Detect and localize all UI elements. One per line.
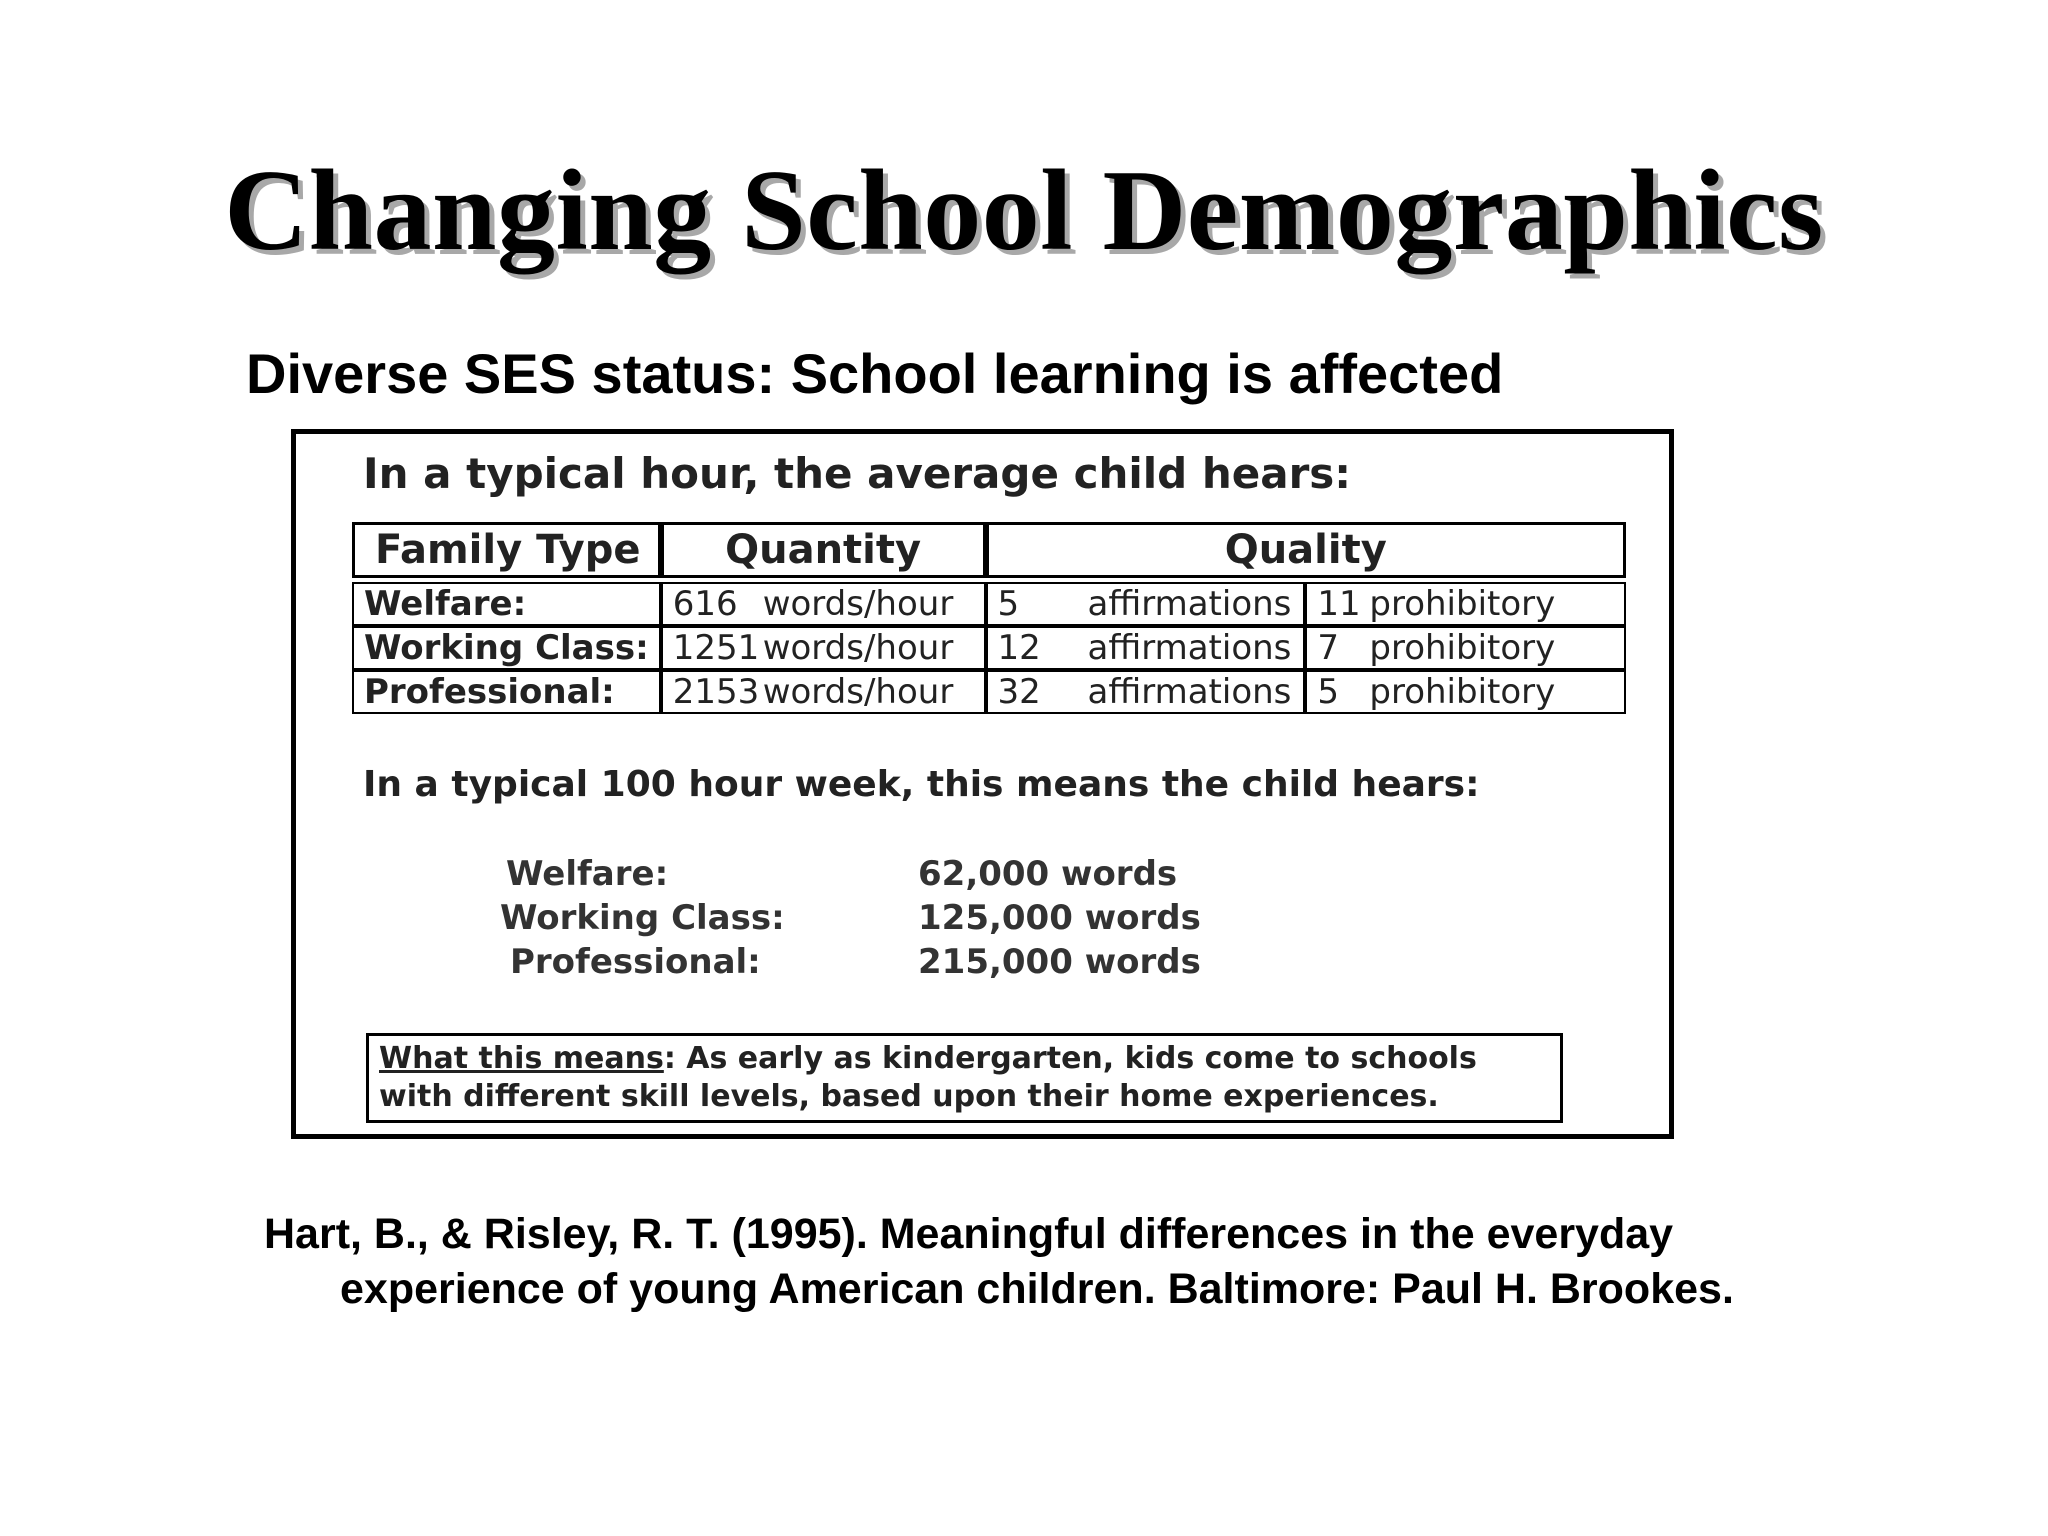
table-row — [352, 670, 1626, 714]
word-exposure-figure — [291, 429, 1674, 1139]
words-unit: words/hour — [762, 672, 954, 712]
quantity-cell — [661, 582, 986, 626]
affirmations-number: 32 — [997, 672, 1041, 712]
affirmations-number: 12 — [997, 628, 1041, 668]
words-unit: words/hour — [762, 628, 954, 668]
weekly-family-label: Working Class: — [500, 898, 785, 938]
prohibitory-cell — [1305, 626, 1626, 670]
what-this-means-box — [366, 1033, 1563, 1123]
weekly-intro: In a typical 100 hour week, this means the child hears: — [363, 764, 1480, 805]
weekly-word-count: 125,000 words — [918, 898, 1201, 938]
table-row — [352, 582, 1626, 626]
affirmations-number: 5 — [997, 584, 1020, 624]
prohibitory-number: 7 — [1317, 628, 1340, 668]
prohibitory-cell — [1305, 582, 1626, 626]
affirmations-cell — [986, 626, 1306, 670]
weekly-word-count: 62,000 words — [918, 854, 1178, 894]
slide-subtitle: Diverse SES status: School learning is affected — [246, 342, 1504, 405]
weekly-word-count: 215,000 words — [918, 942, 1201, 982]
table-row — [352, 626, 1626, 670]
affirmations-unit: affirmations — [1087, 672, 1292, 712]
header-family-type: Family Type — [352, 522, 661, 578]
prohibitory-unit: prohibitory — [1369, 584, 1556, 624]
weekly-family-label: Welfare: — [506, 854, 669, 894]
hourly-intro: In a typical hour, the average child hears: — [363, 449, 1352, 498]
weekly-family-label: Professional: — [510, 942, 761, 982]
prohibitory-cell — [1305, 670, 1626, 714]
header-quantity: Quantity — [661, 522, 986, 578]
slide-title: Changing School Demographics — [224, 147, 1824, 275]
means-label: What this means — [379, 1041, 664, 1076]
header-quality: Quality — [986, 522, 1626, 578]
words-number: 2153 — [672, 672, 760, 712]
words-number: 1251 — [672, 628, 760, 668]
words-number: 616 — [672, 584, 738, 624]
reference-citation: Hart, B., & Risley, R. T. (1995). Meaningful differences in the everyday experience of young American children. Baltimore: Paul H. Brookes. — [264, 1210, 1734, 1313]
quantity-cell — [661, 626, 986, 670]
family-type-cell: Professional: — [352, 670, 661, 714]
means-text: : As early as kindergarten, kids come to schools with different skill levels, based upon their home experiences. — [379, 1041, 1477, 1114]
prohibitory-unit: prohibitory — [1369, 628, 1556, 668]
prohibitory-number: 11 — [1317, 584, 1361, 624]
words-per-hour-table — [352, 522, 1626, 714]
family-type-cell: Welfare: — [352, 582, 661, 626]
affirmations-unit: affirmations — [1087, 584, 1292, 624]
words-unit: words/hour — [762, 584, 954, 624]
family-type-cell: Working Class: — [352, 626, 661, 670]
prohibitory-number: 5 — [1317, 672, 1340, 712]
quantity-cell — [661, 670, 986, 714]
prohibitory-unit: prohibitory — [1369, 672, 1556, 712]
table-header-row — [352, 522, 1626, 578]
affirmations-unit: affirmations — [1087, 628, 1292, 668]
affirmations-cell — [986, 582, 1306, 626]
affirmations-cell — [986, 670, 1306, 714]
